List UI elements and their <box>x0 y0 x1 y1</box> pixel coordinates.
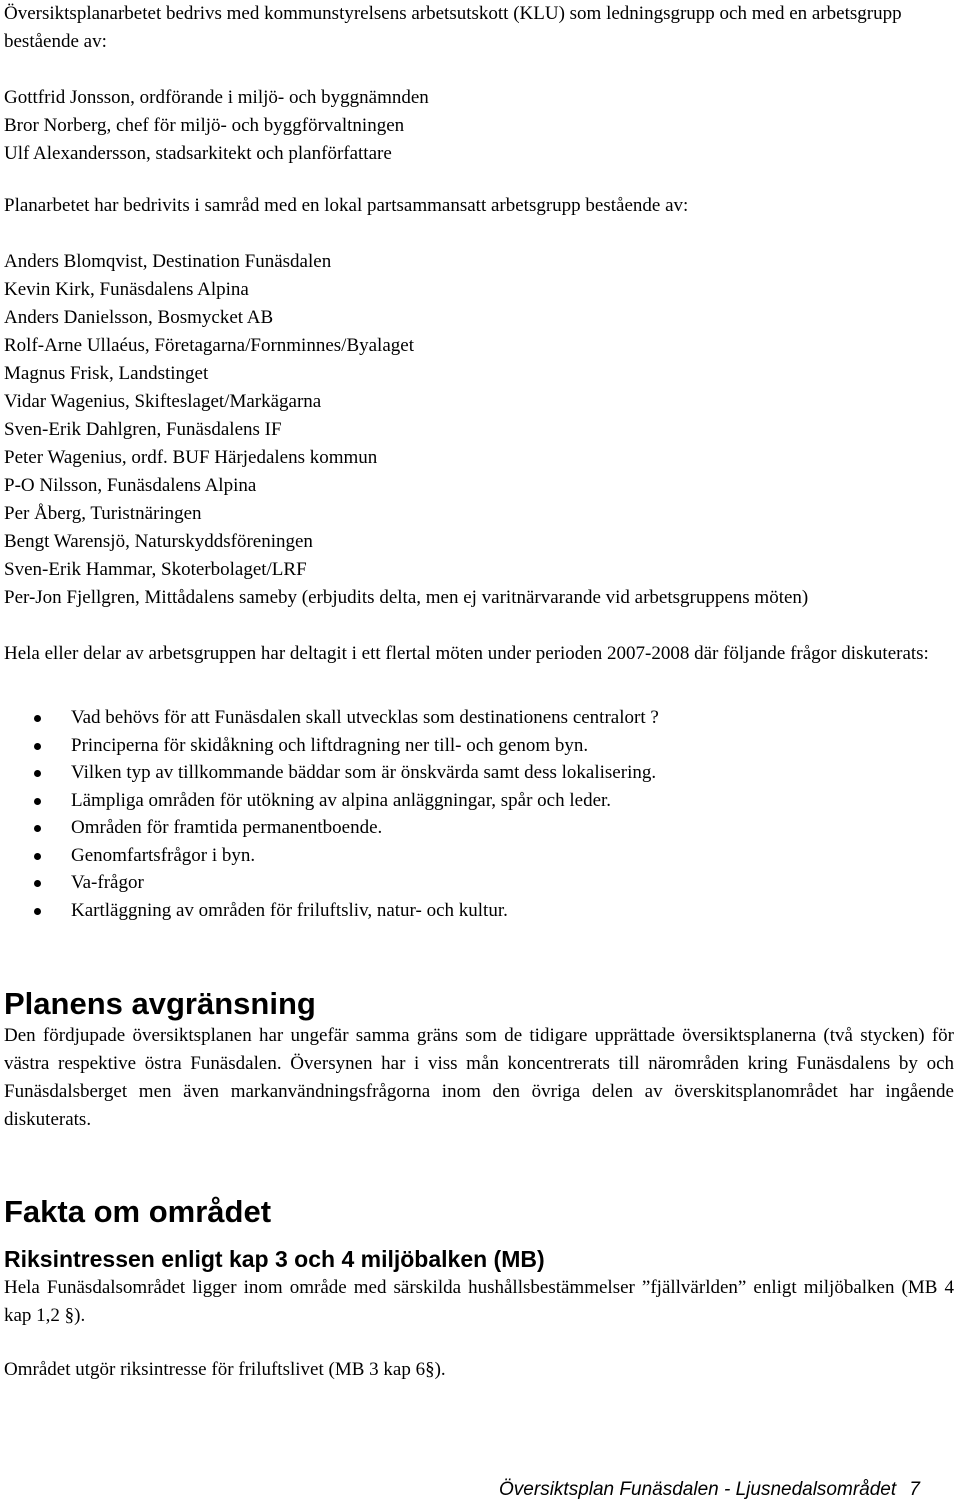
local-group-member: Sven-Erik Dahlgren, Funäsdalens IF <box>4 419 282 440</box>
question-text: Principerna för skidåkning och liftdragning ner till- och genom byn. <box>71 734 589 756</box>
local-group-member: Rolf-Arne Ullaéus, Företagarna/Fornminnes/Byalaget <box>4 335 414 356</box>
local-group-list <box>4 248 954 612</box>
steering-group-member: Bror Norberg, chef för miljö- och byggförvaltningen <box>4 115 405 136</box>
local-group-intro: Planarbetet har bedrivits i samråd med en lokal partsammansatt arbetsgrupp bestående av: <box>4 195 689 216</box>
steering-group-member: Ulf Alexandersson, stadsarkitekt och planförfattare <box>4 143 392 164</box>
bullet-icon <box>34 825 41 832</box>
question-text: Genomfartsfrågor i byn. <box>71 844 256 866</box>
steering-group-member: Gottfrid Jonsson, ordförande i miljö- och byggnämnden <box>4 87 429 108</box>
question-item <box>4 787 954 815</box>
question-text: Vad behövs för att Funäsdalen skall utvecklas som destinationens centralort ? <box>71 707 659 728</box>
facts-paragraph-2: Området utgör riksintresse för friluftslivet (MB 3 kap 6§). <box>4 1359 446 1380</box>
local-group-member: Anders Blomqvist, Destination Funäsdalen <box>4 251 332 272</box>
facts-paragraph-1: Hela Funäsdalsområdet ligger inom område med särskilda hushållsbestämmelser ”fjällvärlden” enligt miljöbalken (MB 4 kap 1,2 §). <box>4 1277 954 1326</box>
local-group-member: Kevin Kirk, Funäsdalens Alpina <box>4 279 249 300</box>
question-item <box>4 759 954 787</box>
subheading-national-interest: Riksintressen enligt kap 3 och 4 miljöbalken (MB) <box>4 1246 545 1272</box>
question-text: Områden för framtida permanentboende. <box>71 817 383 838</box>
local-group-member: Peter Wagenius, ordf. BUF Härjedalens kommun <box>4 447 378 468</box>
questions-intro: Hela eller delar av arbetsgruppen har deltagit i ett flertal möten under perioden 2007-2008 där följande frågor diskuterats: <box>4 643 929 664</box>
section-heading-boundary: Planens avgränsning <box>4 986 316 1021</box>
local-group-member: Bengt Warensjö, Naturskyddsföreningen <box>4 531 313 552</box>
page-footer <box>499 1478 920 1502</box>
bullet-icon <box>34 770 41 777</box>
local-group-member: Vidar Wagenius, Skifteslaget/Markägarna <box>4 391 322 412</box>
bullet-icon <box>34 715 41 722</box>
bullet-icon <box>34 853 41 860</box>
question-item <box>4 897 954 925</box>
local-group-member: Magnus Frisk, Landstinget <box>4 363 209 384</box>
local-group-member: Anders Danielsson, Bosmycket AB <box>4 307 274 328</box>
steering-group-list <box>4 84 954 168</box>
document-page <box>4 0 954 1384</box>
bullet-icon <box>34 798 41 805</box>
question-text: Vilken typ av tillkommande bäddar som är önskvärda samt dess lokalisering. <box>71 762 657 783</box>
intro-paragraph: Översiktsplanarbetet bedrivs med kommunstyrelsens arbetsutskott (KLU) som ledningsgrupp och med en arbetsgrupp bestående av: <box>4 3 902 52</box>
question-item <box>4 704 954 732</box>
local-group-member: Per-Jon Fjellgren, Mittådalens sameby (erbjudits delta, men ej varitnärvarande vid arbetsgruppens möten) <box>4 587 809 608</box>
footer-title: Översiktsplan Funäsdalen - Ljusnedalsområdet <box>499 1479 897 1500</box>
bullet-icon <box>34 908 41 915</box>
question-item <box>4 869 954 897</box>
question-item <box>4 814 954 842</box>
bullet-icon <box>34 880 41 887</box>
boundary-paragraph: Den fördjupade översiktsplanen har ungefär samma gräns som de tidigare upprättade översiktsplanerna (två stycken) för västra respektive östra Funäsdalen. Översynen har i viss mån koncentrerats till närområden kring Funäsdalens by och Funäsdalsberget men även markanvändningsfrågorna inom den övriga delen av överskitsplanområdet har ingående diskuterats. <box>4 1025 954 1130</box>
questions-list <box>4 704 954 924</box>
bullet-icon <box>34 743 41 750</box>
section-heading-facts: Fakta om området <box>4 1194 272 1229</box>
question-text: Va-frågor <box>71 872 144 893</box>
page-number: 7 <box>909 1479 920 1500</box>
local-group-member: Sven-Erik Hammar, Skoterbolaget/LRF <box>4 559 307 580</box>
question-item <box>4 842 954 870</box>
question-item <box>4 732 954 760</box>
local-group-member: Per Åberg, Turistnäringen <box>4 503 202 524</box>
local-group-member: P-O Nilsson, Funäsdalens Alpina <box>4 475 257 496</box>
question-text: Lämpliga områden för utökning av alpina anläggningar, spår och leder. <box>71 789 612 811</box>
question-text: Kartläggning av områden för friluftsliv, natur- och kultur. <box>71 899 508 921</box>
